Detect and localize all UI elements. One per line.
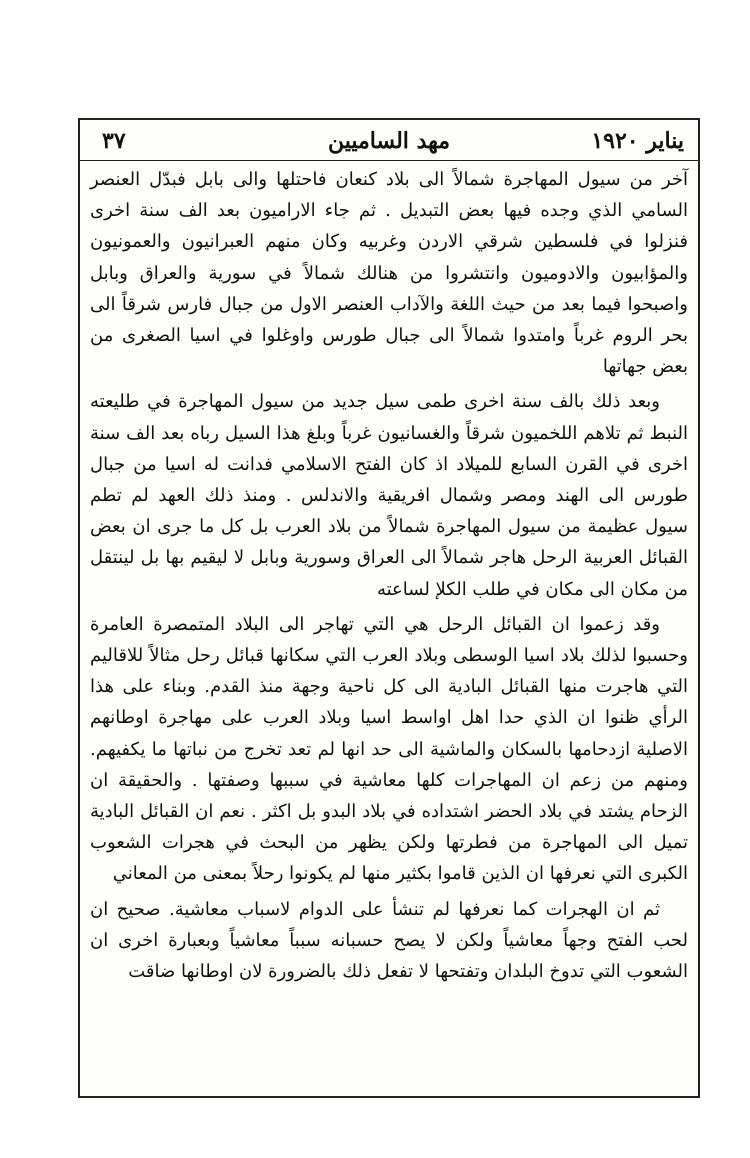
paragraph-4: ثم ان الهجرات كما نعرفها لم تنشأ على الدوام لاسباب معاشية. صحيح ان لحب الفتح وجهاً معاشياً ولكن لا يصح حسبانه سبباً معاشياً وبعبارة اخرى ان الشعوب التي تدوخ البلدان وتفتحها لا تفعل ذلك بالضرورة لان اوطانها ضاقت — [90, 898, 688, 983]
page-header — [80, 120, 698, 161]
header-date: يناير ١٩٢٠ — [591, 128, 684, 154]
document-page — [78, 118, 700, 1098]
body-text — [90, 164, 688, 1090]
paragraph-3: وقد زعموا ان القبائل الرحل هي التي تهاجر الى البلاد المتمصرة العامرة وحسبوا لذلك بلاد اسيا الوسطى وبلاد العرب التي سكانها قبائل رحل مثالاً للاقاليم التي هاجرت منها القبائل البادية الى كل ناحية وجهة منذ القدم. وبناء على هذا الرأي ظنوا ان الذي حدا اهل اواسط اسيا وبلاد العرب على مهاجرة اوطانهم الاصلية ازدحامها بالسكان والماشية الى حد انها لم تعد تخرج من نباتها ما يكفيهم. ومنهم من زعم ان المهاجرات كلها معاشية في سببها وصفتها . والحقيقة ان الزحام يشتد في بلاد الحضر اشتداده في بلاد البدو بل اكثر . نعم ان القبائل البادية تميل الى المهاجرة من فطرتها ولكن يظهر من البحث في هجرات الشعوب الكبرى التي نعرفها ان الذين قاموا بكثير منها لم يكونوا رحلاً بمعنى من المعاني — [90, 613, 688, 885]
page-number: ٣٧ — [102, 128, 126, 154]
paragraph-1: آخر من سيول المهاجرة شمالاً الى بلاد كنعان فاحتلها والى بابل فبدّل العنصر السامي الذي وجده فيها بعض التبديل . ثم جاء الاراميون بعد الف سنة اخرى فنزلوا في فلسطين شرقي الاردن وغربيه وكان منهم العبرانيون والعمونيون والمؤابيون والادوميون وانتشروا من هنالك شمالاً في سورية والعراق وبابل واصبحوا فيما بعد من حيث اللغة والآداب العنصر الاول من جبال فارس شرقاً الى بحر الروم غرباً وامتدوا شمالاً الى جبال طورس واوغلوا في اسيا الصغرى من بعض جهاتها — [90, 169, 688, 378]
paragraph-2: وبعد ذلك بالف سنة اخرى طمى سيل جديد من سيول المهاجرة في طليعته النبط ثم تلاهم اللخميون شرقاً والغسانيون غرباً وبلغ هذا السيل رباه بعد الف سنة اخرى في القرن السابع للميلاد اذ كان الفتح الاسلامي فدانت له اسيا من جبال طورس الى الهند ومصر وشمال افريقية والاندلس . ومنذ ذلك العهد لم تطم سيول عظيمة من سيول المهاجرة شمالاً من بلاد العرب بل كل ما جرى ان بعض القبائل العربية الرحل هاجر شمالاً الى العراق وسورية وبابل لا ليقيم بها بل لينتقل من مكان الى مكان في طلب الكلإ لساعته — [90, 391, 688, 600]
header-title: مهد الساميين — [327, 128, 451, 154]
